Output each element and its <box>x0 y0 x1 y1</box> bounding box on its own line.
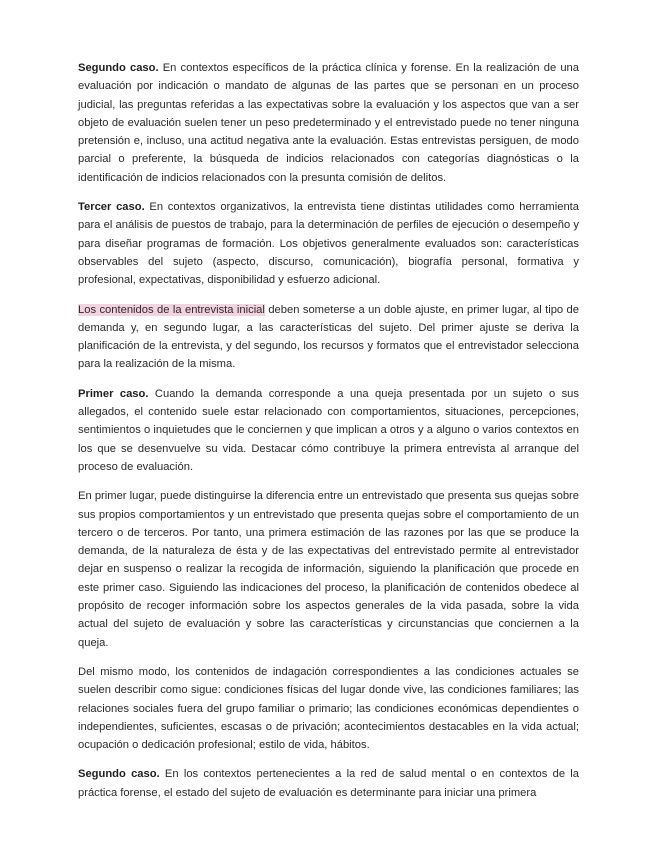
paragraph-contenidos <box>78 301 579 374</box>
case-heading: Segundo caso. <box>78 62 159 74</box>
paragraph-segundo-caso-2 <box>78 765 579 802</box>
paragraph-primer-caso <box>78 385 579 476</box>
paragraph-text: Cuando la demanda corresponde a una queja presentada por un sujeto o sus allegados, el contenido suele estar relacionado con comportamientos, situaciones, percepciones, sentimientos o inquietudes que le conciernen y que implican a otros y a alguno o varios contextos en los que se desenvuelve su vida. Destacar cómo contribuye la primera entrevista al arranque del proceso de evaluación. <box>78 387 579 473</box>
paragraph-segundo-caso <box>78 59 579 187</box>
paragraph-text: En primer lugar, puede distinguirse la diferencia entre un entrevistado que presenta sus quejas sobre sus propios comportamientos y un entrevistado que presenta quejas sobre el comportamiento de un tercero o de terceros. Por tanto, una primera estimación de las razones por las que se produce la demanda, de la naturaleza de ésta y de las expectativas del entrevistado permite al entrevistador dejar en suspenso o realizar la recogida de información, siguiendo la planificación que procede en este primer caso. Siguiendo las indicaciones del proceso, la planificación de contenidos obedece al propósito de recoger información sobre los aspectos generales de la vida pasada, sobre la vida actual del sujeto de evaluación y sobre las características y circunstancias que conciernen a la queja. <box>78 490 579 649</box>
paragraph-mismo-modo <box>78 663 579 754</box>
paragraph-primer-lugar <box>78 487 579 652</box>
highlighted-text[interactable]: Los contenidos de la entrevista inicial <box>78 303 265 316</box>
document-page <box>78 59 579 813</box>
paragraph-text: deben someterse a un doble ajuste, en primer lugar, al tipo de demanda y, en segundo lugar, a las características del sujeto. Del primer ajuste se deriva la planificación de la entrevista, y del segundo, los recursos y formatos que el entrevistador selecciona para la realización de la misma. <box>78 303 580 371</box>
paragraph-text: Del mismo modo, los contenidos de indagación correspondientes a las condiciones actuales se suelen describir como sigue: condiciones físicas del lugar donde vive, las condiciones familiares; las relaciones sociales fuera del grupo familiar o primario; las condiciones económicas dependientes o independientes, suficientes, escasas o de privación; acontecimientos destacables en la vida actual; ocupación o dedicación profesional; estilo de vida, hábitos. <box>78 665 579 752</box>
paragraph-text: En contextos organizativos, la entrevista tiene distintas utilidades como herramienta para el análisis de puestos de trabajo, para la determinación de perfiles de ejecución o desempeño y para diseñar programas de formación. Los objetivos generalmente evaluados son: características observables del sujeto (aspecto, discurso, comunicación), biografía personal, formativa y profesional, expectativas, disponibilidad y esfuerzo adicional. <box>78 201 580 287</box>
case-heading: Segundo caso. <box>78 768 160 781</box>
paragraph-text: En los contextos pertenecientes a la red de salud mental o en contextos de la práctica forense, el estado del sujeto de evaluación es determinante para iniciar una primera <box>78 768 579 799</box>
paragraph-tercer-caso <box>78 198 579 289</box>
case-heading: Primer caso. <box>78 387 149 400</box>
paragraph-text: En contextos específicos de la práctica clínica y forense. En la realización de una evaluación por indicación o mandato de algunas de las partes que se personan en un proceso judicial, las preguntas referidas a las expectativas sobre la evaluación y los aspectos que van a ser objeto de evaluación suelen tener un peso predeterminado y el entrevistado puede no tener ninguna pretensión e, incluso, una actitud negativa ante la evaluación. Estas entrevistas persiguen, de modo parcial o preferente, la búsqueda de indicios relacionados con categorías diagnósticas o la identificación de indicios relacionados con la presunta comisión de delitos. <box>78 62 579 184</box>
case-heading: Tercer caso. <box>78 201 145 214</box>
